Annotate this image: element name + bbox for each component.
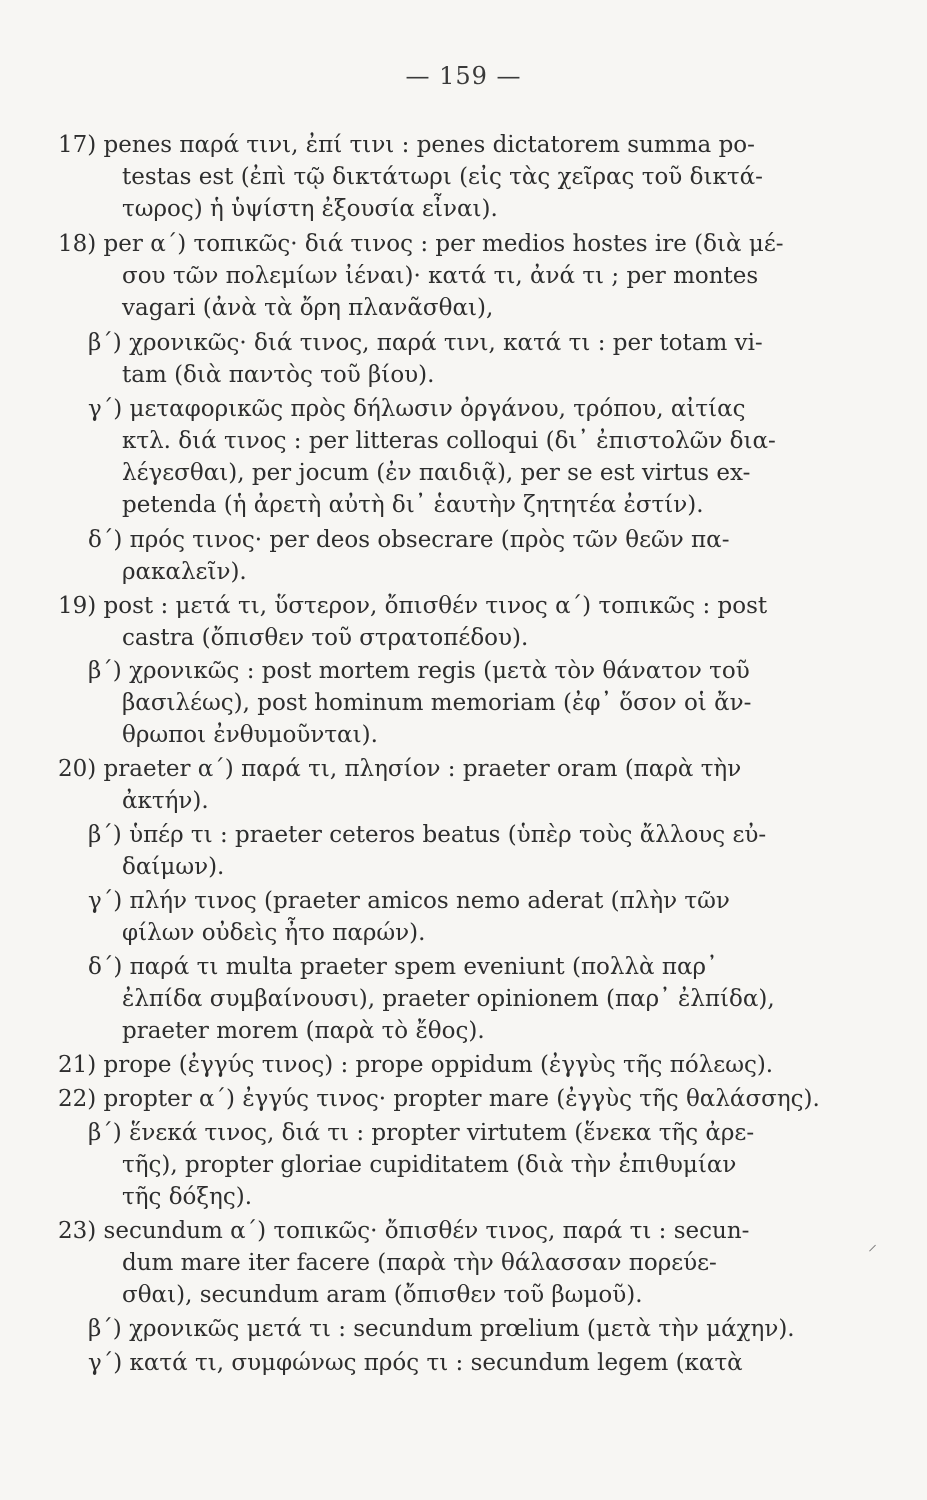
text-line: κτλ. διά τινος : per litteras colloqui (δι᾽ ἐπιστολῶν δια-: [122, 428, 776, 454]
text-line: σθαι), secundum aram (ὄπισθεν τοῦ βωμοῦ).: [122, 1282, 643, 1308]
text-line: τωρος) ἡ ὑψίστη ἐξουσία εἶναι).: [122, 196, 498, 222]
text-line: τῆς), propter gloriae cupiditatem (διὰ τὴν ἐπιθυμίαν: [122, 1152, 737, 1178]
text-line: 23) secundum α΄) τοπικῶς· ὄπισθέν τινος, παρά τι : secun-: [58, 1218, 750, 1244]
text-line: τῆς δόξης).: [122, 1184, 253, 1210]
text-line: tam (διὰ παντὸς τοῦ βίου).: [122, 362, 435, 388]
text-line: δ΄) παρά τι multa praeter spem eveniunt (πολλὰ παρ᾽: [88, 954, 718, 980]
page-number: — 159 —: [405, 62, 522, 90]
text-line: β΄) χρονικῶς μετά τι : secundum prœlium (μετὰ τὴν μάχην).: [88, 1316, 795, 1342]
text-line: θρωποι ἐνθυμοῦνται).: [122, 722, 378, 748]
text-line: 21) prope (ἐγγύς τινος) : prope oppidum (ἐγγὺς τῆς πόλεως).: [58, 1052, 774, 1078]
text-line: ἀκτήν).: [122, 788, 209, 814]
text-line: ἐλπίδα συμβαίνουσι), praeter opinionem (παρ᾽ ἐλπίδα),: [122, 986, 775, 1012]
text-line: λέγεσθαι), per jocum (ἐν παιδιᾷ), per se est virtus ex-: [122, 460, 751, 486]
text-line: 22) propter α΄) ἐγγύς τινος· propter mare (ἐγγὺς τῆς θαλάσσης).: [58, 1086, 820, 1112]
text-line: ρακαλεῖν).: [122, 559, 247, 585]
text-line: δ΄) πρός τινος· per deos obsecrare (πρὸς τῶν θεῶν πα-: [88, 527, 730, 553]
text-line: dum mare iter facere (παρὰ τὴν θάλασσαν πορεύε-: [122, 1250, 717, 1276]
text-line: γ΄) μεταφορικῶς πρὸς δήλωσιν ὀργάνου, τρόπου, αἰτίας: [88, 396, 746, 422]
text-line: vagari (ἀνὰ τὰ ὄρη πλανᾶσθαι),: [122, 295, 494, 321]
text-line: βασιλέως), post hominum memoriam (ἐφ᾽ ὅσον οἱ ἄν-: [122, 690, 752, 716]
text-line: 18) per α΄) τοπικῶς· διά τινος : per medios hostes ire (διὰ μέ-: [58, 231, 784, 257]
text-line: 19) post : μετά τι, ὕστερον, ὄπισθέν τινος α΄) τοπικῶς : post: [58, 593, 768, 619]
text-line: 20) praeter α΄) παρά τι, πλησίον : praeter oram (παρὰ τὴν: [58, 756, 742, 782]
text-line: testas est (ἐπὶ τῷ δικτάτωρι (εἰς τὰς χεῖρας τοῦ δικτά-: [122, 164, 763, 190]
text-line: σου τῶν πολεμίων ἰέναι)· κατά τι, ἀνά τι ; per montes: [122, 263, 759, 289]
margin-mark: ⸝: [868, 1234, 877, 1255]
text-line: β΄) χρονικῶς : post mortem regis (μετὰ τὸν θάνατον τοῦ: [88, 658, 750, 684]
text-line: praeter morem (παρὰ τὸ ἔθος).: [122, 1018, 485, 1044]
text-line: 17) penes παρά τινι, ἐπί τινι : penes dictatorem summa po-: [58, 132, 755, 158]
text-line: δαίμων).: [122, 854, 225, 880]
text-line: castra (ὄπισθεν τοῦ στρατοπέδου).: [122, 625, 529, 651]
text-line: β΄) ὑπέρ τι : praeter ceteros beatus (ὑπὲρ τοὺς ἄλλους εὐ-: [88, 822, 767, 848]
text-line: φίλων οὐδεὶς ἦτο παρών).: [122, 920, 426, 946]
text-line: γ΄) πλήν τινος (praeter amicos nemo aderat (πλὴν τῶν: [88, 888, 730, 914]
text-line: γ΄) κατά τι, συμφώνως πρός τι : secundum legem (κατὰ: [88, 1350, 743, 1376]
text-line: petenda (ἡ ἀρετὴ αὐτὴ δι᾽ ἑαυτὴν ζητητέα ἐστίν).: [122, 492, 704, 518]
text-line: β΄) χρονικῶς· διά τινος, παρά τινι, κατά τι : per totam vi-: [88, 330, 763, 356]
text-line: β΄) ἕνεκά τινος, διά τι : propter virtutem (ἕνεκα τῆς ἀρε-: [88, 1120, 755, 1146]
